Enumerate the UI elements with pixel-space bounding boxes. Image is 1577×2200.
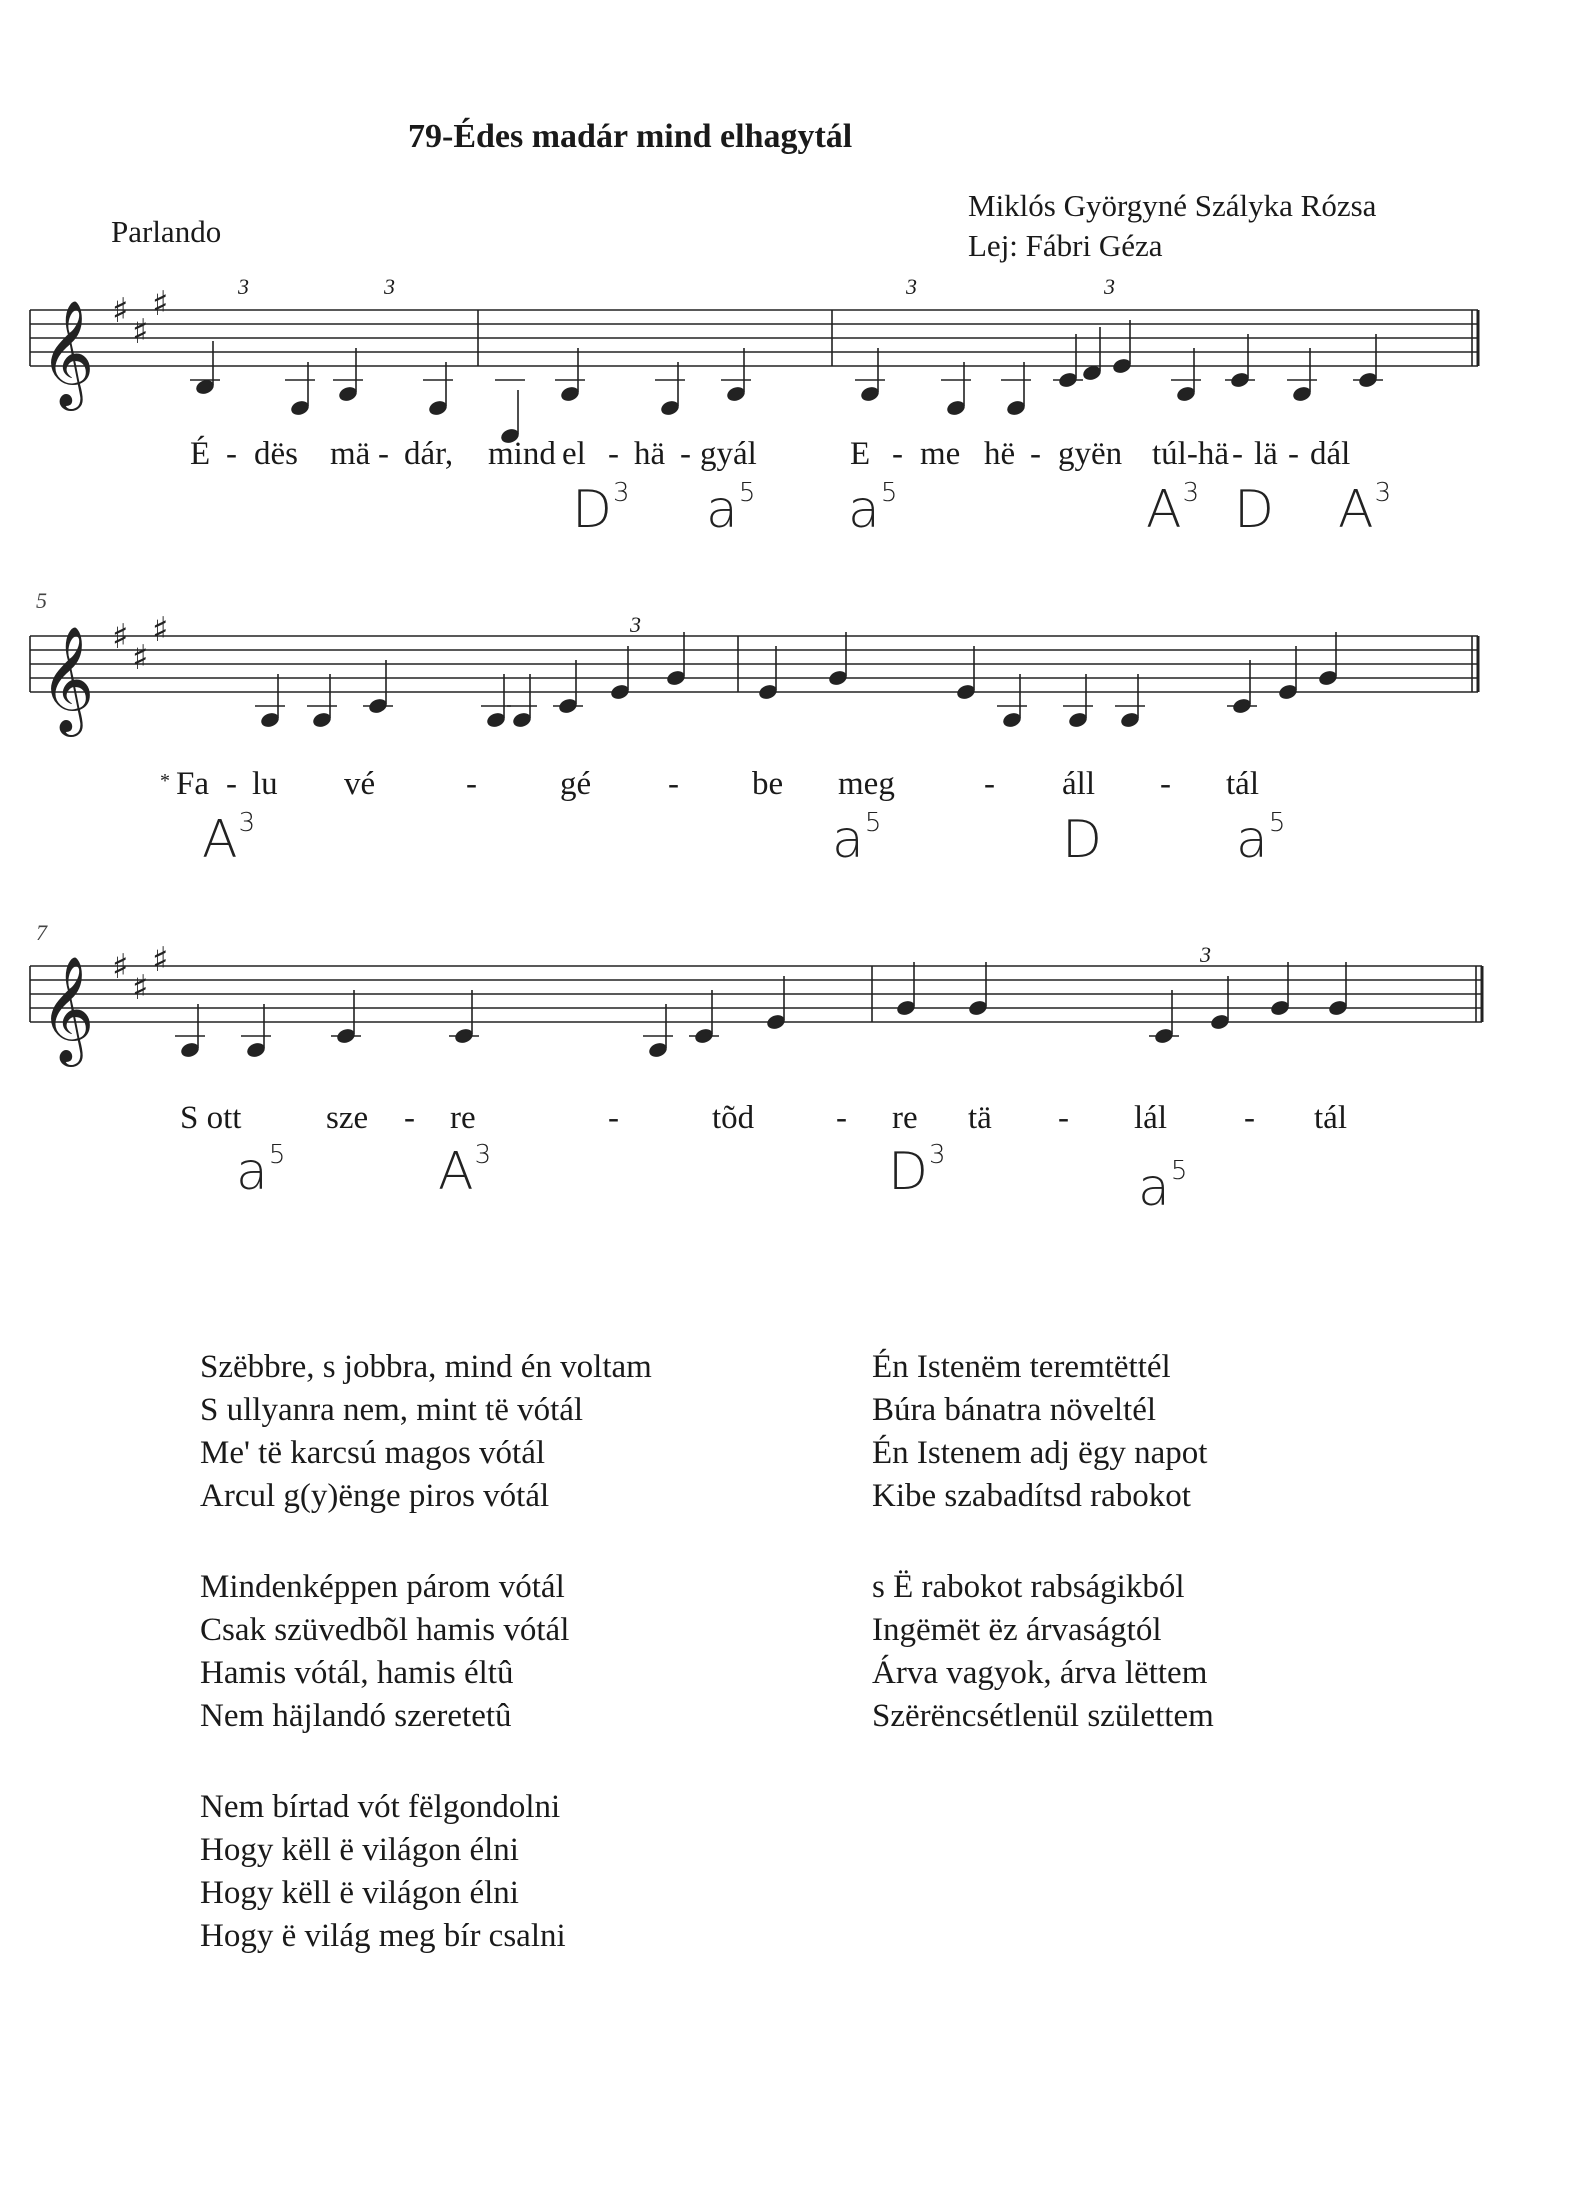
lyric-syllable: gé xyxy=(560,766,592,802)
tuplet-mark: 3 xyxy=(906,274,917,299)
lyric-syllable: - xyxy=(1288,436,1299,472)
chord-symbol: $a^5$ xyxy=(236,1140,286,1202)
verse-line: Kibe szabadítsd rabokot xyxy=(872,1478,1191,1514)
lyric-syllable: re xyxy=(450,1100,476,1136)
tuplet-mark: 3 xyxy=(1104,274,1115,299)
verse-line: Szëbbre, s jobbra, mind én voltam xyxy=(200,1349,652,1385)
lyric-syllable: be xyxy=(752,766,784,802)
lyric-syllable: - xyxy=(1030,436,1041,472)
verse-line: Szërëncsétlenül születtem xyxy=(872,1698,1214,1734)
lyric-syllable: - xyxy=(226,436,237,472)
tuplet-mark: 3 xyxy=(630,612,641,637)
lyric-syllable: el xyxy=(562,436,586,472)
sharp-icon: ♯ xyxy=(132,638,149,678)
lyric-syllable: É xyxy=(190,436,211,472)
chord-symbol: $a^5$ xyxy=(832,808,882,870)
sharp-icon: ♯ xyxy=(152,940,169,980)
chord-symbol: $a^5$ xyxy=(1138,1156,1188,1218)
lyric-syllable: - xyxy=(1232,436,1243,472)
lyric-syllable: - xyxy=(226,766,237,802)
lyric-syllable: gyën xyxy=(1058,436,1123,472)
lyric-syllable: - xyxy=(836,1100,847,1136)
lyric-syllable: gyál xyxy=(700,436,757,472)
verse-line: Búra bánatra növeltél xyxy=(872,1392,1157,1428)
lyric-syllable: re xyxy=(892,1100,918,1136)
song-title: 79-Édes madár mind elhagytál xyxy=(408,118,853,155)
verse-stanza xyxy=(872,1566,1214,1738)
lyric-syllable: tál xyxy=(1226,766,1259,802)
lyric-syllable: - xyxy=(984,766,995,802)
lyric-syllable: mind xyxy=(488,436,556,472)
treble-clef-icon: 𝄞 xyxy=(40,625,95,732)
verse-line: Ingëmët ëz árvaságtól xyxy=(872,1612,1162,1648)
verse-line: Hogy këll ë világon élni xyxy=(200,1875,519,1911)
chord-symbol: D xyxy=(1234,480,1275,540)
tuplet-mark: 3 xyxy=(384,274,395,299)
verse-stanza xyxy=(200,1346,652,1518)
verse-line: Csak szüvedbõl hamis vótál xyxy=(200,1612,570,1648)
measure-number: 5 xyxy=(36,588,47,613)
chord-symbol: D xyxy=(1062,810,1103,870)
sharp-icon: ♯ xyxy=(132,968,149,1008)
sharp-icon: ♯ xyxy=(112,947,129,987)
lyric-syllable: mä xyxy=(330,436,371,472)
lyric-syllable: tä xyxy=(968,1100,992,1136)
treble-clef-icon: 𝄞 xyxy=(40,299,95,406)
lyric-syllable: me xyxy=(920,436,961,472)
chord-symbol: $A^3$ xyxy=(1146,478,1200,540)
verse-line: Arcul g(y)ënge piros vótál xyxy=(200,1478,550,1514)
lyric-syllable: - xyxy=(378,436,389,472)
chord-symbol: $a^5$ xyxy=(848,478,898,540)
chord-symbol: $A^3$ xyxy=(1338,478,1392,540)
chord-symbol: $A^3$ xyxy=(438,1140,492,1202)
lyric-syllable: dár, xyxy=(404,436,454,472)
verse-line: Én Istenëm teremtëttél xyxy=(872,1349,1171,1385)
lyric-syllable: hä xyxy=(634,436,666,472)
lyric-syllable: túl-hä xyxy=(1152,436,1229,472)
lyric-syllable: - xyxy=(892,436,903,472)
verse-stanza xyxy=(872,1346,1207,1518)
lyric-syllable: tõd xyxy=(712,1100,755,1136)
tuplet-mark: 3 xyxy=(238,274,249,299)
lyric-syllable: - xyxy=(404,1100,415,1136)
notation-credit: Lej: Fábri Géza xyxy=(968,228,1163,263)
verse-line: Hogy ë világ meg bír csalni xyxy=(200,1918,566,1954)
chord-symbol: $a^5$ xyxy=(706,478,756,540)
lyric-syllable: tál xyxy=(1314,1100,1347,1136)
sharp-icon: ♯ xyxy=(132,312,149,352)
lyric-syllable: - xyxy=(1160,766,1171,802)
chord-symbol: $a^5$ xyxy=(1236,808,1286,870)
verse-line: Hamis vótál, hamis éltû xyxy=(200,1655,514,1691)
lyric-syllable: dës xyxy=(254,436,298,472)
lyric-syllable: lu xyxy=(252,766,278,802)
verse-line: Me' të karcsú magos vótál xyxy=(200,1435,546,1471)
verse-stanza xyxy=(200,1566,569,1738)
verse-line: Nem häjlandó szeretetû xyxy=(200,1698,512,1734)
verse-line: S ullyanra nem, mint të vótál xyxy=(200,1392,584,1428)
lyric-syllable: - xyxy=(680,436,691,472)
tempo-marking: Parlando xyxy=(111,214,222,249)
lyric-syllable: lál xyxy=(1134,1100,1167,1136)
verse-line: s Ë rabokot rabságikból xyxy=(872,1569,1185,1605)
verse-line: Nem bírtad vót fëlgondolni xyxy=(200,1789,561,1825)
treble-clef-icon: 𝄞 xyxy=(40,955,95,1062)
lyric-syllable: - xyxy=(1058,1100,1069,1136)
tuplet-mark: 3 xyxy=(1200,942,1211,967)
verse-line: Hogy këll ë világon élni xyxy=(200,1832,519,1868)
lyric-syllable: sze xyxy=(326,1100,369,1136)
lyric-syllable: dál xyxy=(1310,436,1351,472)
lyric-syllable: - xyxy=(1244,1100,1255,1136)
chord-symbol: $D^3$ xyxy=(572,478,630,540)
verse-line: Mindenképpen párom vótál xyxy=(200,1569,565,1605)
chord-symbol: $A^3$ xyxy=(202,808,256,870)
lyric-syllable: Fa xyxy=(176,766,209,802)
verse-stanza xyxy=(200,1786,566,1958)
lyric-syllable: vé xyxy=(344,766,376,802)
lyric-syllable: lä xyxy=(1254,436,1278,472)
measure-number: 7 xyxy=(36,920,47,945)
sharp-icon: ♯ xyxy=(152,610,169,650)
lyric-syllable: áll xyxy=(1062,766,1095,802)
author-credit: Miklós Györgyné Szályka Rózsa xyxy=(968,188,1377,223)
verse-line: Én Istenem adj ëgy napot xyxy=(872,1435,1208,1471)
lyric-syllable: * xyxy=(160,770,170,792)
sharp-icon: ♯ xyxy=(112,291,129,331)
sharp-icon: ♯ xyxy=(152,284,169,324)
chord-symbol: $D^3$ xyxy=(888,1140,946,1202)
lyric-syllable: - xyxy=(608,436,619,472)
verse-line: Árva vagyok, árva lëttem xyxy=(872,1655,1208,1691)
lyric-syllable: - xyxy=(466,766,477,802)
lyric-syllable: - xyxy=(668,766,679,802)
lyric-syllable: S ott xyxy=(180,1100,242,1136)
lyric-syllable: - xyxy=(608,1100,619,1136)
lyric-syllable: E xyxy=(850,436,871,472)
lyric-syllable: hë xyxy=(984,436,1016,472)
sharp-icon: ♯ xyxy=(112,617,129,657)
lyric-syllable: meg xyxy=(838,766,895,802)
